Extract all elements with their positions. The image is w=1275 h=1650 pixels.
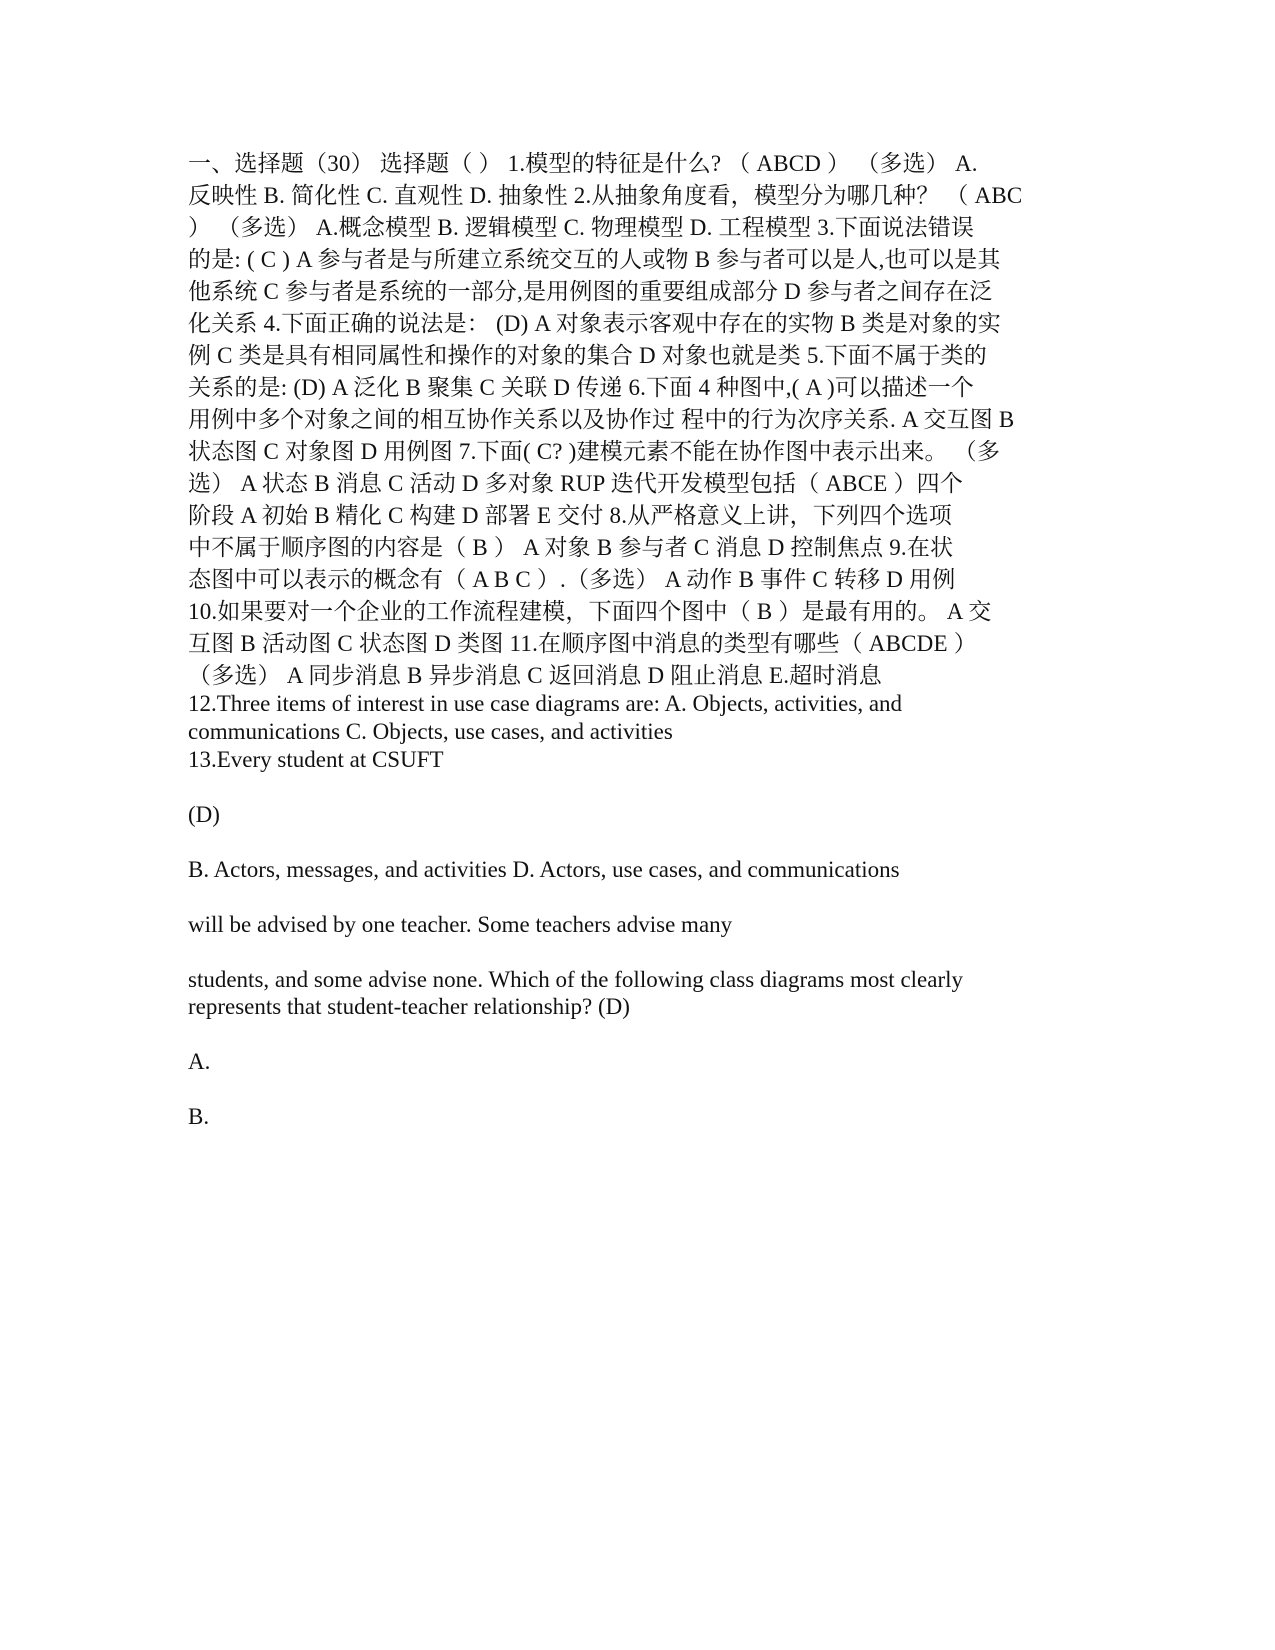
question-text-block-chinese: [188, 148, 1138, 692]
text-line: 阶段 A 初始 B 精化 C 构建 D 部署 E 交付 8.从严格意义上讲，下列四个选项: [188, 503, 952, 528]
option-a-label: A.: [188, 1049, 211, 1074]
text-line: 状态图 C 对象图 D 用例图 7.下面( C? )建模元素不能在协作图中表示出来。 （多: [188, 439, 1001, 464]
text-line: 他系统 C 参与者是系统的一部分,是用例图的重要组成部分 D 参与者之间存在泛: [188, 279, 993, 304]
text-line: 的是: ( C ) A 参与者是与所建立系统交互的人或物 B 参与者可以是人,也可以是其: [188, 247, 1001, 272]
text-line: ） （多选） A.概念模型 B. 逻辑模型 C. 物理模型 D. 工程模型 3.下面说法错误: [188, 215, 975, 240]
text-line: 10.如果要对一个企业的工作流程建模，下面四个图中（ B ）是最有用的。 A 交: [188, 599, 992, 624]
text-line: 中不属于顺序图的内容是（ B ） A 对象 B 参与者 C 消息 D 控制焦点 9.在状: [188, 535, 954, 560]
answer-label: (D): [188, 802, 220, 827]
question-12-line-1: 12.Three items of interest in use case diagrams are: A. Objects, activities, and: [188, 691, 903, 716]
question-12-line-2: communications C. Objects, use cases, and activities: [188, 719, 673, 744]
text-line: 互图 B 活动图 C 状态图 D 类图 11.在顺序图中消息的类型有哪些（ ABCDE ）: [188, 631, 977, 656]
question-13-line-2: students, and some advise none. Which of the following class diagrams most clearly: [188, 967, 964, 992]
question-12-options-line: B. Actors, messages, and activities D. Actors, use cases, and communications: [188, 857, 900, 882]
text-line: 化关系 4.下面正确的说法是： (D) A 对象表示客观中存在的实物 B 类是对象的实: [188, 311, 1001, 336]
text-line: 反映性 B. 简化性 C. 直观性 D. 抽象性 2.从抽象角度看，模型分为哪几种？ （ ABC: [188, 183, 1023, 208]
text-line: 关系的是: (D) A 泛化 B 聚集 C 关联 D 传递 6.下面 4 种图中,( A )可以描述一个: [188, 375, 975, 400]
text-line: （多选） A 同步消息 B 异步消息 C 返回消息 D 阻止消息 E.超时消息: [188, 663, 882, 688]
text-line: 用例中多个对象之间的相互协作关系以及协作过 程中的行为次序关系. A 交互图 B: [188, 407, 1015, 432]
question-13-line-1: will be advised by one teacher. Some teachers advise many: [188, 912, 733, 937]
option-b-label: B.: [188, 1104, 210, 1129]
text-line: 一、选择题（30） 选择题（ ） 1.模型的特征是什么? （ ABCD ） （多选） A.: [188, 151, 978, 176]
text-line: 例 C 类是具有相同属性和操作的对象的集合 D 对象也就是类 5.下面不属于类的: [188, 343, 987, 368]
question-13-line-3: represents that student-teacher relationship? (D): [188, 994, 630, 1019]
text-line: 选） A 状态 B 消息 C 活动 D 多对象 RUP 迭代开发模型包括（ ABCE ）四个: [188, 471, 964, 496]
question-13-heading: 13.Every student at CSUFT: [188, 747, 444, 772]
text-line: 态图中可以表示的概念有（ A B C ）.（多选） A 动作 B 事件 C 转移 D 用例: [188, 567, 956, 592]
